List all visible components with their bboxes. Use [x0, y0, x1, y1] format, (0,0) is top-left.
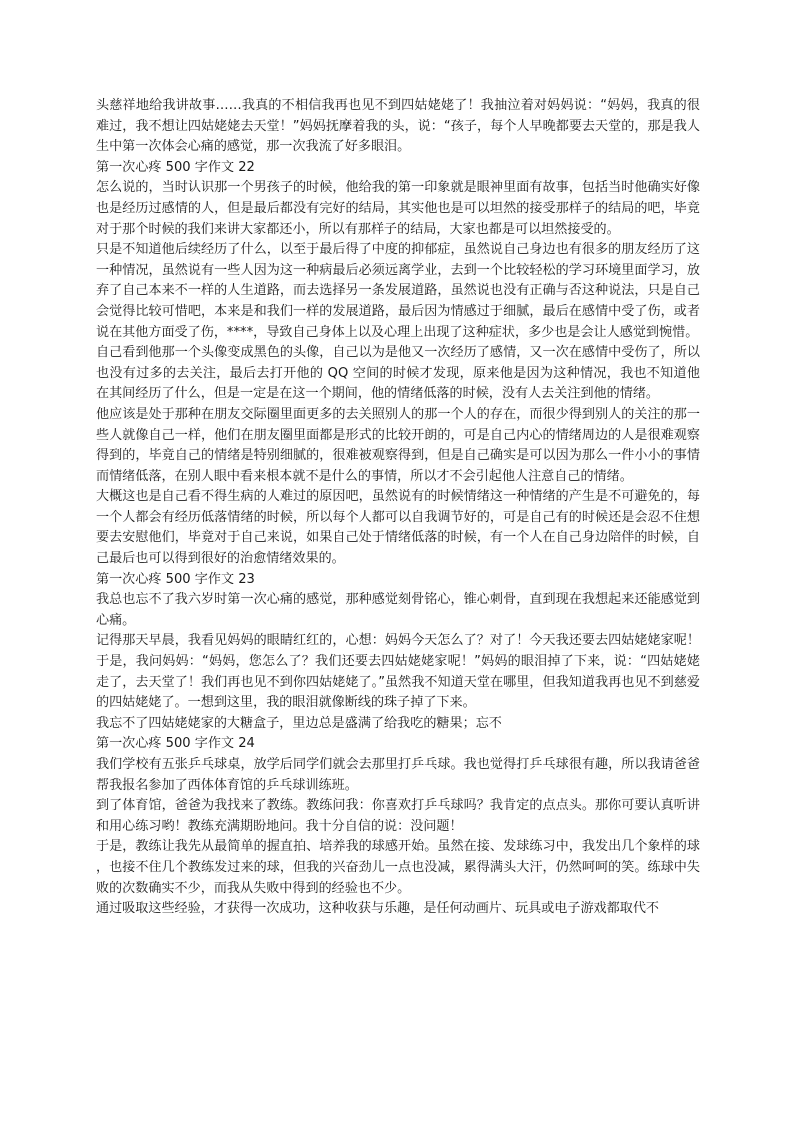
paragraph: 大概这也是自己看不得生病的人难过的原因吧，虽然说有的时候情绪这一种情绪的产生是不可避免的，每一个人都会有经历低落情绪的时候，所以每个人都可以自我调节好的，可是自己有的时候还是会忍不住想要去安慰他们，毕竟对于自己来说，如果自己处于情绪低落的时候，有一个人在自己身边陪伴的时候，自己最后也可以得到很好的治愈情绪效果的。 — [96, 489, 700, 567]
section-heading: 第一次心疼 500 字作文 22 — [96, 159, 255, 175]
paragraph: 于是，教练让我先从最简单的握直拍、培养我的球感开始。虽然在接、发球练习中，我发出几个象样的球，也接不住几个教练发过来的球，但我的兴奋劲儿一点也没减，累得满头大汗，仍然呵呵的笑。练球中失败的次数确实不少，而我从失败中得到的经验也不少。 — [96, 839, 700, 896]
paragraph: 记得那天早晨，我看见妈妈的眼睛红红的，心想：妈妈今天怎么了？对了！今天我还要去四姑姥姥家呢！于是，我问妈妈：“妈妈，您怎么了？我们还要去四姑姥姥家呢！”妈妈的眼泪掉了下来，说：“四姑姥姥走了，去天堂了！我们再也见不到你四姑姥姥了。”虽然我不知道天堂在哪里，但我知道我再也见不到慈爱的四姑姥姥了。一想到这里，我的眼泪就像断线的珠子掉了下来。 — [96, 633, 700, 711]
paragraph: 到了体育馆，爸爸为我找来了教练。教练问我：你喜欢打乒乓球吗？我肯定的点点头。那你可要认真听讲和用心练习哟！教练充满期盼地问。我十分自信的说：没问题！ — [96, 798, 700, 834]
paragraph: 头慈祥地给我讲故事……我真的不相信我再也见不到四姑姥姥了！我抽泣着对妈妈说：“妈妈，我真的很难过，我不想让四姑姥姥去天堂！”妈妈抚摩着我的头，说：“孩子，每个人早晚都要去天堂的，那是我人生中第一次体会心痛的感觉，那一次我流了好多眼泪。 — [96, 98, 700, 155]
paragraph: 通过吸取这些经验，才获得一次成功，这种收获与乐趣，是任何动画片、玩具或电子游戏都取代不 — [96, 901, 660, 917]
paragraph: 我总也忘不了我六岁时第一次心痛的感觉，那种感觉刻骨铭心，锥心刺骨，直到现在我想起来还能感觉到心痛。 — [96, 592, 700, 628]
paragraph: 自己看到他那一个头像变成黑色的头像，自己以为是他又一次经历了感情，又一次在感情中受伤了，所以也没有过多的去关注，最后去打开他的 QQ 空间的时候才发现，原来他是因为这种情况，我也不知道他在其间经历了什么，但是一定是在这一个期间，他的情绪低落的时候，没有人去关注到他的情绪。 — [96, 345, 700, 402]
section-heading: 第一次心疼 500 字作文 23 — [96, 571, 255, 587]
paragraph: 我们学校有五张乒乓球桌，放学后同学们就会去那里打乒乓球。我也觉得打乒乓球很有趣，所以我请爸爸帮我报名参加了西体体育馆的乒乓球训练班。 — [96, 757, 700, 793]
paragraph: 只是不知道他后续经历了什么，以至于最后得了中度的抑郁症，虽然说自己身边也有很多的朋友经历了这一种情况，虽然说有一些人因为这一种病最后必须远离学业，去到一个比较轻松的学习环境里面学习，放弃了自己本来不一样的人生道路，而去选择另一条发展道路，虽然说也没有正确与否这种说法，只是自己会觉得比较可惜吧，本来是和我们一样的发展道路，最后因为情感过于细腻，最后在感情中受了伤，或者说在其他方面受了伤，****，导致自己身体上以及心理上出现了这种症状，多少也是会让人感觉到惋惜。 — [96, 242, 700, 340]
paragraph: 怎么说的，当时认识那一个男孩子的时候，他给我的第一印象就是眼神里面有故事，包括当时他确实好像也是经历过感情的人，但是最后都没有完好的结局，其实他也是可以坦然的接受那样子的结局的吧，毕竟对于那个时候的我们来讲大家都还小，所以有那样子的结局，大家也都是可以坦然接受的。 — [96, 180, 700, 237]
paragraph: 我忘不了四姑姥姥家的大糖盒子，里边总是盛满了给我吃的糖果；忘不 — [96, 715, 502, 731]
paragraph: 他应该是处于那种在朋友交际圈里面更多的去关照别人的那一个人的存在，而很少得到别人的关注的那一些人就像自己一样，他们在朋友圈里面都是形式的比较开朗的，可是自己内心的情绪周边的人是很难观察得到的，毕竟自己的情绪是特别细腻的，很难被观察得到，但是自己确实是可以因为那么一件小小的事情而情绪低落，在别人眼中看来根本就不是什么的事情，所以才不会引起他人注意自己的情绪。 — [96, 406, 700, 484]
document-body — [96, 96, 700, 920]
section-heading: 第一次心疼 500 字作文 24 — [96, 736, 255, 752]
